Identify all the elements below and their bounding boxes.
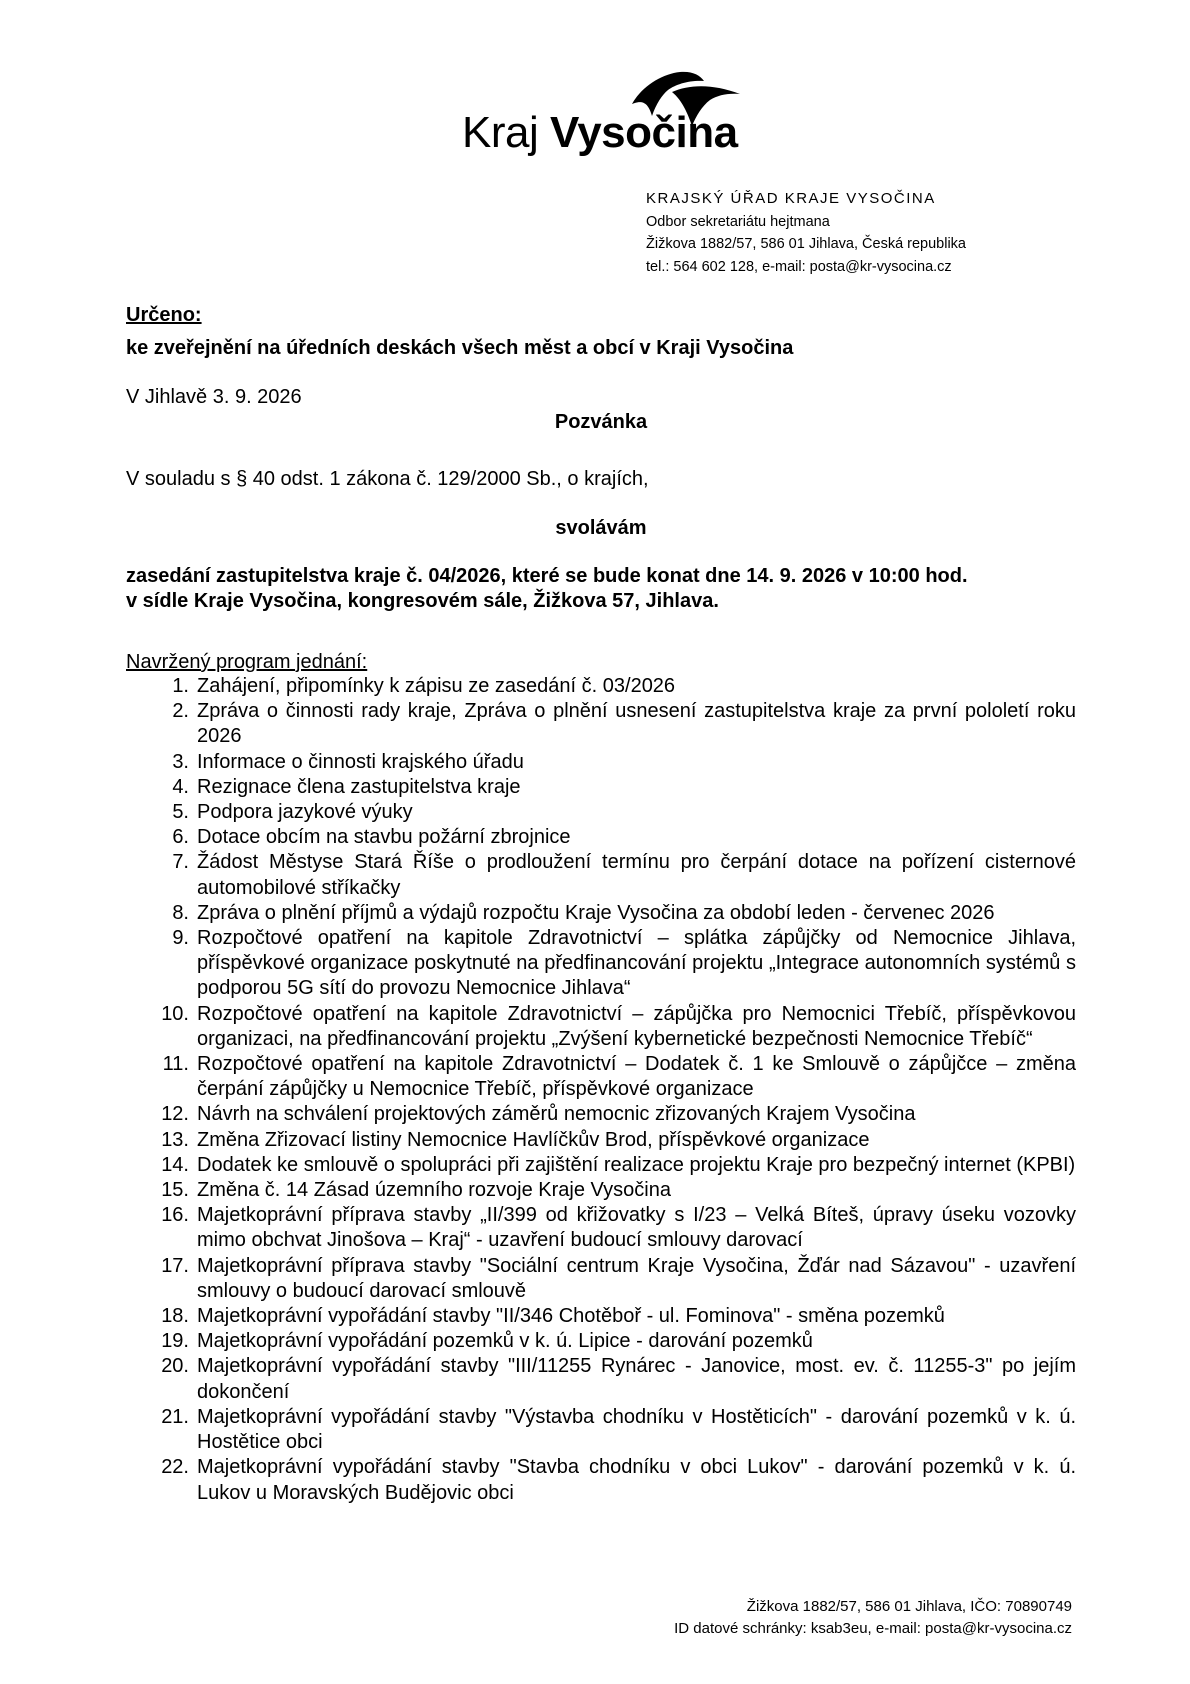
program-item-text: Zpráva o plnění příjmů a výdajů rozpočtu Kraje Vysočina za období leden - červenec 2026 bbox=[197, 901, 995, 924]
meeting-line-2: v sídle Kraje Vysočina, kongresovém sále, Žižkova 57, Jihlava. bbox=[126, 590, 719, 612]
program-item-number: 10. bbox=[161, 1002, 189, 1025]
program-item bbox=[126, 674, 1076, 699]
program-item-text: Rozpočtové opatření na kapitole Zdravotnictví – Dodatek č. 1 ke Smlouvě o zápůjčce – změna čerpání zápůjčky u Nemocnice Třebíč, příspěvkové organizace bbox=[197, 1053, 1076, 1101]
program-item-number: 14. bbox=[161, 1153, 189, 1176]
program-item-text: Informace o činnosti krajského úřadu bbox=[197, 750, 524, 773]
office-address: Žižkova 1882/57, 586 01 Jihlava, Česká republika bbox=[646, 236, 966, 252]
program-item-number: 7. bbox=[172, 851, 189, 874]
program-item bbox=[126, 1304, 1076, 1329]
program-item bbox=[126, 1002, 1076, 1052]
office-dept: Odbor sekretariátu hejtmana bbox=[646, 213, 830, 230]
document-title: Pozvánka bbox=[554, 411, 648, 433]
office-contact: tel.: 564 602 128, e-mail: posta@kr-vysocina.cz bbox=[646, 258, 952, 275]
program-item-text: Rezignace člena zastupitelstva kraje bbox=[197, 775, 521, 798]
footer-line-1: Žižkova 1882/57, 586 01 Jihlava, IČO: 70890749 bbox=[746, 1598, 1072, 1615]
program-item-number: 17. bbox=[161, 1254, 189, 1277]
office-org: KRAJSKÝ ÚŘAD KRAJE VYSOČINA bbox=[646, 190, 936, 207]
program-item-number: 22. bbox=[161, 1456, 189, 1479]
program-item-text: Změna Zřizovací listiny Nemocnice Havlíčkův Brod, příspěvkové organizace bbox=[197, 1128, 870, 1151]
program-item bbox=[126, 750, 1076, 775]
program-item-number: 6. bbox=[172, 826, 189, 849]
program-item bbox=[126, 1203, 1076, 1253]
program-item-number: 9. bbox=[172, 927, 189, 950]
program-item-number: 19. bbox=[161, 1330, 189, 1353]
program-item-text: Majetkoprávní příprava stavby „II/399 od křižovatky s I/23 – Velká Bíteš, úpravy úseku vozovky mimo obchvat Jinošova – Kraj“ - uzavření budoucí smlouvy darovací bbox=[197, 1204, 1076, 1252]
footer-line-2: ID datové schránky: ksab3eu, e-mail: posta@kr-vysocina.cz bbox=[674, 1620, 1072, 1637]
program-item-text: Majetkoprávní vypořádání stavby "Výstavba chodníku v Hostěticích" - darování pozemků v k. ú. Hostětice obci bbox=[197, 1405, 1076, 1454]
program-item bbox=[126, 1455, 1076, 1505]
program-item-text: Změna č. 14 Zásad územního rozvoje Kraje Vysočina bbox=[197, 1179, 671, 1202]
place-date: V Jihlavě 3. 9. 2026 bbox=[126, 386, 302, 408]
program-item bbox=[126, 699, 1076, 749]
program-item bbox=[126, 1128, 1076, 1153]
program-item bbox=[126, 1153, 1076, 1178]
program-item bbox=[126, 800, 1076, 825]
program-item-number: 8. bbox=[172, 901, 189, 924]
program-label: Navržený program jednání: bbox=[126, 651, 368, 673]
logo-word-kraj: Kraj bbox=[462, 108, 539, 157]
program-item-text: Majetkoprávní příprava stavby "Sociální centrum Kraje Vysočina, Žďár nad Sázavou" - uzavření smlouvy o budoucí darovací smlouvě bbox=[197, 1254, 1076, 1302]
program-item-text: Majetkoprávní vypořádání stavby "III/11255 Rynárec - Janovice, most. ev. č. 11255-3" po jejím dokončení bbox=[197, 1355, 1076, 1403]
program-item-number: 20. bbox=[161, 1355, 189, 1378]
program-item-text: Dodatek ke smlouvě o spolupráci při zajištění realizace projektu Kraje pro bezpečný internet (KPBI) bbox=[197, 1153, 1076, 1176]
program-item-number: 5. bbox=[172, 801, 189, 824]
program-item bbox=[126, 1354, 1076, 1404]
meeting-line-1: zasedání zastupitelstva kraje č. 04/2026, které se bude konat dne 14. 9. 2026 v 10:00 hod. bbox=[126, 565, 968, 587]
program-item-number: 11. bbox=[162, 1053, 189, 1076]
urceno-label: Určeno: bbox=[126, 304, 202, 326]
program-item-number: 2. bbox=[172, 700, 189, 723]
program-item-text: Majetkoprávní vypořádání stavby "II/346 Chotěboř - ul. Fominova" - směna pozemků bbox=[197, 1305, 945, 1328]
logo-wordmark bbox=[462, 108, 738, 158]
program-item bbox=[126, 850, 1076, 900]
document-body bbox=[126, 303, 1076, 614]
program-item-number: 21. bbox=[161, 1405, 189, 1428]
program-item-text: Majetkoprávní vypořádání stavby "Stavba chodníku v obci Lukov" - darování pozemků v k. ú. Lukov u Moravských Budějovic obci bbox=[197, 1456, 1076, 1504]
program-item-text: Dotace obcím na stavbu požární zbrojnice bbox=[197, 826, 571, 849]
program-item bbox=[126, 1254, 1076, 1304]
legal-basis: V souladu s § 40 odst. 1 zákona č. 129/2000 Sb., o krajích, bbox=[126, 468, 649, 490]
program-item bbox=[126, 1102, 1076, 1127]
program-item-text: Rozpočtové opatření na kapitole Zdravotnictví – zápůjčka pro Nemocnici Třebíč, příspěvkovou organizaci, na předfinancování projektu „Zvýšení kybernetické bezpečnosti Nemocnice Třebíč“ bbox=[197, 1002, 1076, 1050]
program-list bbox=[126, 674, 1076, 1506]
program-item-text: Zpráva o činnosti rady kraje, Zpráva o plnění usnesení zastupitelstva kraje za první pololetí roku 2026 bbox=[197, 700, 1076, 748]
program-item-number: 4. bbox=[172, 775, 189, 798]
program-item bbox=[126, 775, 1076, 800]
program-item bbox=[126, 901, 1076, 926]
program-item-text: Majetkoprávní vypořádání pozemků v k. ú. Lipice - darování pozemků bbox=[197, 1330, 813, 1353]
office-header bbox=[646, 188, 966, 278]
program-item-text: Podpora jazykové výuky bbox=[197, 801, 413, 824]
program-item-text: Návrh na schválení projektových záměrů nemocnic zřizovaných Krajem Vysočina bbox=[197, 1103, 916, 1126]
program-item-text: Žádost Městyse Stará Říše o prodloužení termínu pro čerpání dotace na pořízení cisternové automobilové stříkačky bbox=[197, 851, 1076, 899]
program-item bbox=[126, 1329, 1076, 1354]
program-item bbox=[126, 1405, 1076, 1455]
program-item-number: 13. bbox=[161, 1128, 189, 1151]
program-item bbox=[126, 926, 1076, 1002]
logo-word-vysocina: Vysočina bbox=[549, 108, 738, 157]
program-item-number: 1. bbox=[172, 675, 189, 697]
program-item-number: 18. bbox=[161, 1305, 189, 1328]
program-item bbox=[126, 1052, 1076, 1102]
program-item-number: 16. bbox=[161, 1204, 189, 1227]
program-item-number: 12. bbox=[161, 1103, 189, 1126]
program-item bbox=[126, 1178, 1076, 1203]
program-item-number: 3. bbox=[172, 750, 189, 773]
svolavam-heading: svolávám bbox=[555, 517, 647, 539]
page-footer bbox=[674, 1596, 1072, 1640]
program-item-text: Zahájení, připomínky k zápisu ze zasedání č. 03/2026 bbox=[197, 675, 676, 697]
kraj-vysocina-logo bbox=[462, 70, 738, 165]
program-item bbox=[126, 825, 1076, 850]
program-item-number: 15. bbox=[161, 1179, 189, 1202]
program-item-text: Rozpočtové opatření na kapitole Zdravotnictví – splátka zápůjčky od Nemocnice Jihlava, příspěvkové organizace poskytnuté na předfinancování projektu „Integrace autonomních systémů s podporou 5G sítí do provozu Nemocnice Jihlava“ bbox=[197, 927, 1076, 1000]
urceno-text: ke zveřejnění na úředních deskách všech měst a obcí v Kraji Vysočina bbox=[126, 337, 794, 359]
